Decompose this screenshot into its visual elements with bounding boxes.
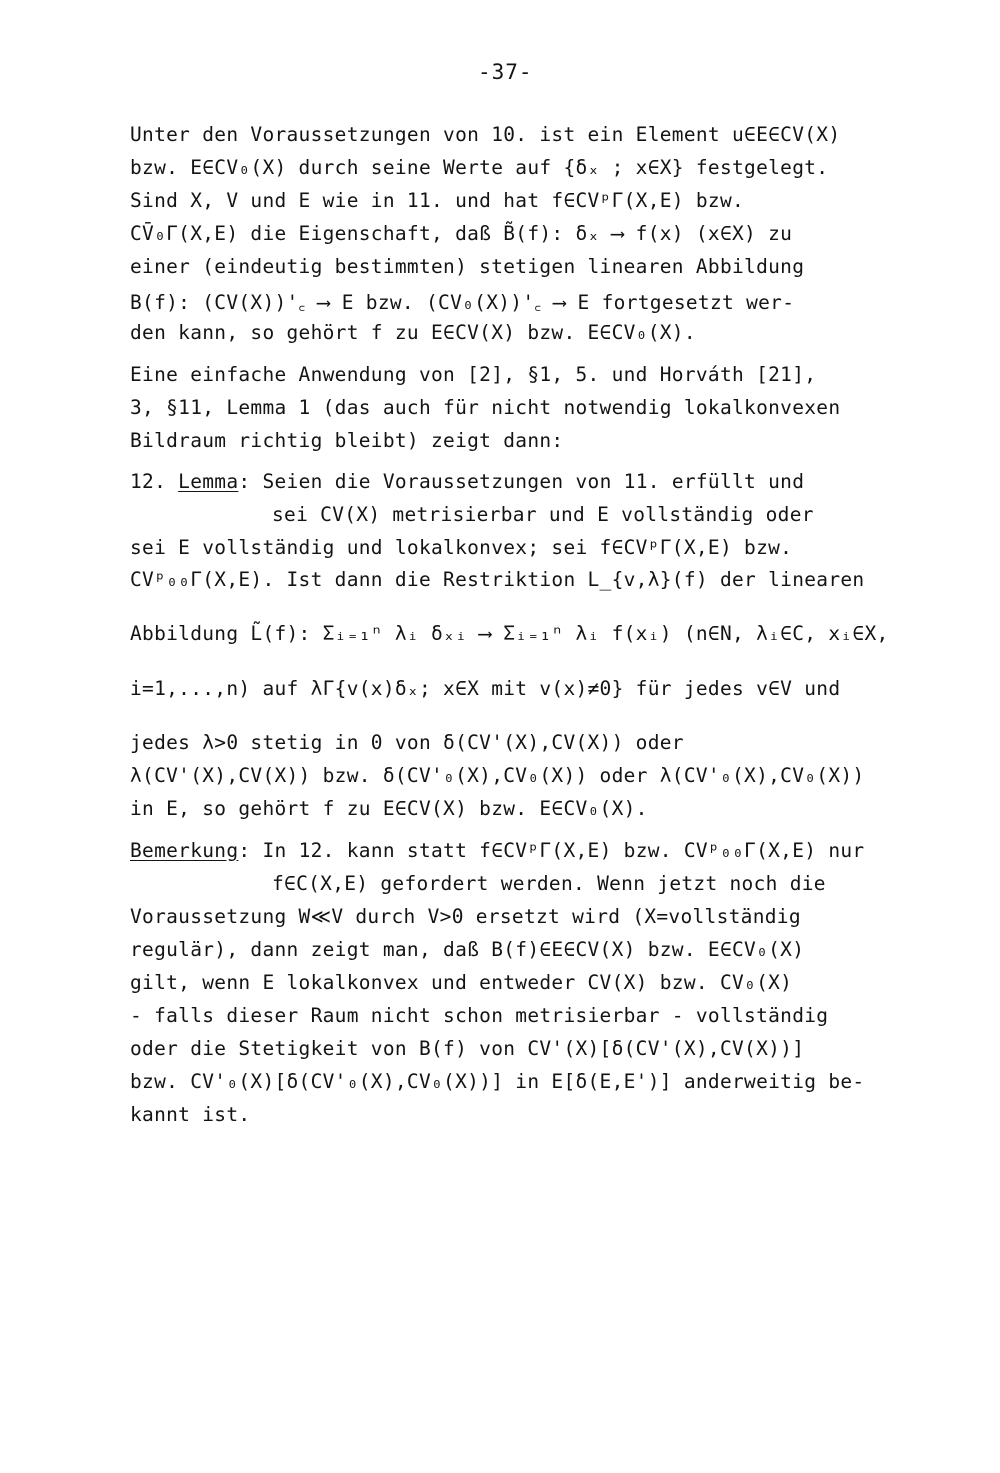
text-line: gilt, wenn E lokalkonvex und entweder CV(X) bzw. CV₀(X) bbox=[130, 971, 793, 994]
text-line: f∈C(X,E) gefordert werden. Wenn jetzt noch die bbox=[272, 872, 826, 895]
text-line: in E, so gehört f zu E∈CV(X) bzw. E∈CV₀(X). bbox=[130, 797, 648, 820]
lemma-heading-line: 12. Lemma: Seien die Voraussetzungen von 11. erfüllt und bbox=[130, 470, 805, 493]
text-line: Voraussetzung W≪V durch V>0 ersetzt wird (X=vollständig bbox=[130, 905, 801, 928]
text-line: CVᵖ₀₀Γ(X,E). Ist dann die Restriktion L_{v,λ}(f) der linearen bbox=[130, 568, 865, 591]
text-line: B(f): (CV(X))'꜀ ⟶ E bzw. (CV₀(X))'꜀ ⟶ E fortgesetzt wer- bbox=[130, 291, 795, 314]
formula-line: Abbildung L̃(f): Σᵢ₌₁ⁿ λᵢ δₓᵢ ⟶ Σᵢ₌₁ⁿ λᵢ f(xᵢ) (n∈N, λᵢ∈C, xᵢ∈X, bbox=[130, 622, 889, 645]
text-line: CV̄₀Γ(X,E) die Eigenschaft, daß B̃(f): δₓ ⟶ f(x) (x∈X) zu bbox=[130, 222, 793, 245]
text-line: Sind X, V und E wie in 11. und hat f∈CVᵖΓ(X,E) bzw. bbox=[130, 189, 745, 212]
text-line: den kann, so gehört f zu E∈CV(X) bzw. E∈CV₀(X). bbox=[130, 321, 696, 344]
text-line: einer (eindeutig bestimmten) stetigen linearen Abbildung bbox=[130, 255, 805, 278]
text-line: - falls dieser Raum nicht schon metrisierbar - vollständig bbox=[130, 1004, 829, 1027]
text-line: jedes λ>0 stetig in 0 von δ(CV'(X),CV(X)) oder bbox=[130, 731, 684, 754]
text-line: sei CV(X) metrisierbar und E vollständig oder bbox=[272, 503, 814, 526]
text-line: λ(CV'(X),CV(X)) bzw. δ(CV'₀(X),CV₀(X)) oder λ(CV'₀(X),CV₀(X)) bbox=[130, 764, 865, 787]
remark-heading-line: Bemerkung: In 12. kann statt f∈CVᵖΓ(X,E) bzw. CVᵖ₀₀Γ(X,E) nur bbox=[130, 839, 865, 862]
text-line: oder die Stetigkeit von B(f) von CV'(X)[δ(CV'(X),CV(X))] bbox=[130, 1037, 805, 1060]
text-line: bzw. E∈CV₀(X) durch seine Werte auf {δₓ ; x∈X} festgelegt. bbox=[130, 156, 829, 179]
text-line: Bildraum richtig bleibt) zeigt dann: bbox=[130, 429, 564, 452]
text-line: i=1,...,n) auf λΓ{v(x)δₓ; x∈X mit v(x)≠0} für jedes v∈V und bbox=[130, 677, 841, 700]
text-line: kannt ist. bbox=[130, 1103, 251, 1126]
text-line: Eine einfache Anwendung von [2], §1, 5. und Horváth [21], bbox=[130, 363, 817, 386]
page-number: -37- bbox=[478, 60, 533, 84]
text-line: sei E vollständig und lokalkonvex; sei f∈CVᵖΓ(X,E) bzw. bbox=[130, 536, 793, 559]
text-line: 3, §11, Lemma 1 (das auch für nicht notwendig lokalkonvexen bbox=[130, 396, 841, 419]
text-line: Unter den Voraussetzungen von 10. ist ein Element u∈E∈CV(X) bbox=[130, 123, 841, 146]
text-line: regulär), dann zeigt man, daß B(f)∈E∈CV(X) bzw. E∈CV₀(X) bbox=[130, 938, 805, 961]
text-line: bzw. CV'₀(X)[δ(CV'₀(X),CV₀(X))] in E[δ(E,E')] anderweitig be- bbox=[130, 1070, 865, 1093]
